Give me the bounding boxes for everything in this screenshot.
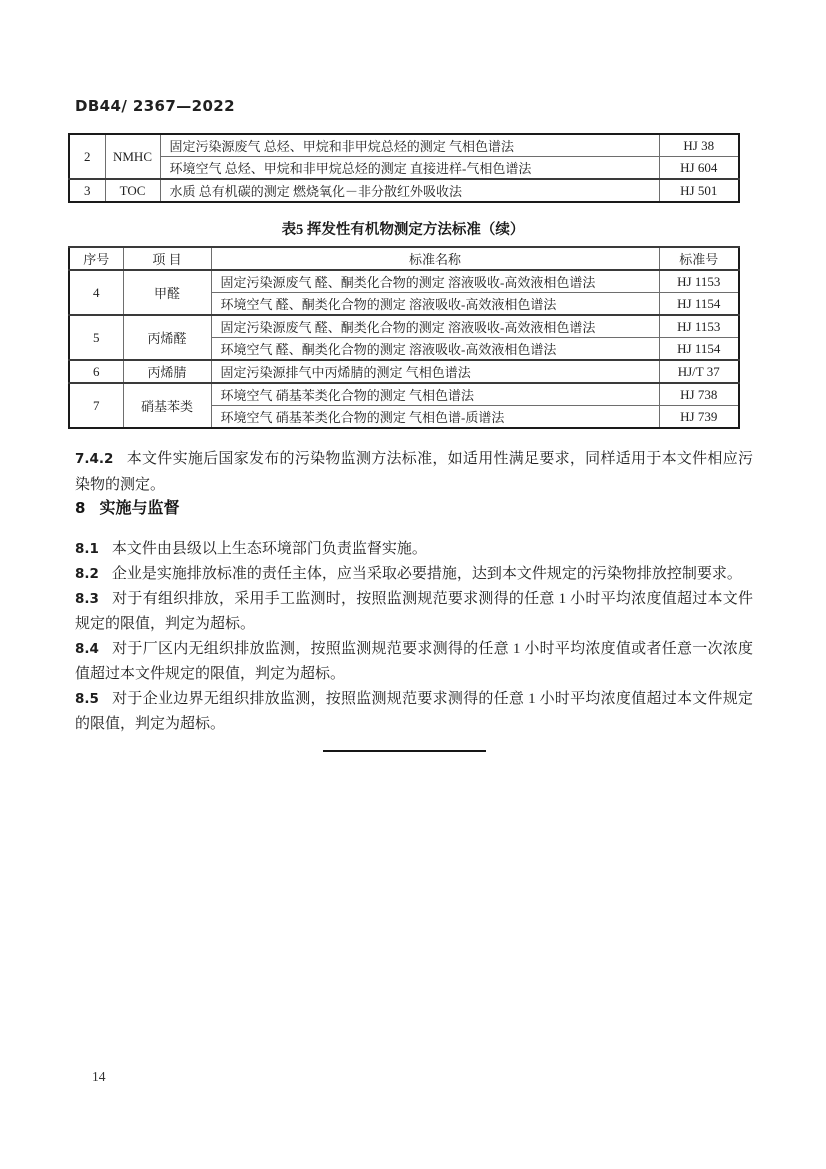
cell-standard-code: HJ 1153 xyxy=(659,315,739,338)
table-row xyxy=(69,360,739,383)
section-title: 实施与监督 xyxy=(99,500,180,517)
clause-text: 对于企业边界无组织排放监测，按照监测规范要求测得的任意 1 小时平均浓度值超过本文件规定的限值，判定为超标。 xyxy=(75,691,753,732)
table-row xyxy=(69,270,739,293)
clause-83 xyxy=(75,587,753,637)
table-header-row xyxy=(69,247,739,270)
cell-seq-no: 3 xyxy=(69,179,105,202)
cell-standard-name: 固定污染源废气 醛、酮类化合物的测定 溶液吸收-高效液相色谱法 xyxy=(211,315,659,338)
cell-standard-name: 环境空气 醛、酮类化合物的测定 溶液吸收-高效液相色谱法 xyxy=(211,293,659,316)
header-seq-no: 序号 xyxy=(69,247,123,270)
cell-standard-name: 固定污染源废气 醛、酮类化合物的测定 溶液吸收-高效液相色谱法 xyxy=(211,270,659,293)
cell-standard-code: HJ 501 xyxy=(659,179,739,202)
cell-seq-no: 2 xyxy=(69,134,105,179)
clause-text: 对于厂区内无组织排放监测，按照监测规范要求测得的任意 1 小时平均浓度值或者任意一次浓度值超过本文件规定的限值，判定为超标。 xyxy=(75,641,753,682)
table-row xyxy=(69,157,739,180)
section8-clauses xyxy=(75,537,753,737)
cell-standard-code: HJ/T 37 xyxy=(659,360,739,383)
end-of-document-rule xyxy=(323,750,486,752)
header-item: 项 目 xyxy=(123,247,211,270)
cell-standard-code: HJ 1154 xyxy=(659,293,739,316)
table5-title: 表5 挥发性有机物测定方法标准（续） xyxy=(281,222,525,238)
clause-text: 本文件由县级以上生态环境部门负责监督实施。 xyxy=(111,541,427,557)
cell-item: NMHC xyxy=(105,134,160,179)
cell-standard-code: HJ 604 xyxy=(659,157,739,180)
clause-text: 本文件实施后国家发布的污染物监测方法标准，如适用性满足要求，同样适用于本文件相应污染物的测定。 xyxy=(75,451,753,493)
header-standard-code: 标准号 xyxy=(659,247,739,270)
cell-item: 丙烯醛 xyxy=(123,315,211,360)
section-number: 8 xyxy=(75,499,86,517)
table-row xyxy=(69,179,739,202)
clause-85 xyxy=(75,687,753,737)
clause-number: 8.2 xyxy=(75,566,99,582)
cell-standard-code: HJ 1154 xyxy=(659,338,739,361)
cell-standard-name: 环境空气 硝基苯类化合物的测定 气相色谱法 xyxy=(211,383,659,406)
cell-item: 甲醛 xyxy=(123,270,211,315)
clause-81 xyxy=(75,537,753,562)
table-row xyxy=(69,315,739,338)
cell-item: TOC xyxy=(105,179,160,202)
cell-standard-code: HJ 38 xyxy=(659,134,739,157)
cell-seq-no: 6 xyxy=(69,360,123,383)
clause-number: 8.4 xyxy=(75,641,99,657)
cell-item: 丙烯腈 xyxy=(123,360,211,383)
cell-standard-code: HJ 739 xyxy=(659,406,739,429)
cell-seq-no: 7 xyxy=(69,383,123,428)
header-standard-name: 标准名称 xyxy=(211,247,659,270)
clause-number: 7.4.2 xyxy=(75,451,114,467)
clause-text: 企业是实施排放标准的责任主体，应当采取必要措施，达到本文件规定的污染物排放控制要求。 xyxy=(111,566,742,582)
clause-number: 8.5 xyxy=(75,691,99,707)
document-code: DB44/ 2367—2022 xyxy=(75,97,235,115)
section8-heading xyxy=(75,495,179,518)
clause-number: 8.3 xyxy=(75,591,99,607)
cell-standard-name: 环境空气 醛、酮类化合物的测定 溶液吸收-高效液相色谱法 xyxy=(211,338,659,361)
clause-82 xyxy=(75,562,753,587)
cell-standard-code: HJ 1153 xyxy=(659,270,739,293)
clause-84 xyxy=(75,637,753,687)
cell-item: 硝基苯类 xyxy=(123,383,211,428)
table-row xyxy=(69,383,739,406)
cell-standard-name: 环境空气 硝基苯类化合物的测定 气相色谱-质谱法 xyxy=(211,406,659,429)
cell-standard-name: 环境空气 总烃、甲烷和非甲烷总烃的测定 直接进样-气相色谱法 xyxy=(160,157,659,180)
clause-742 xyxy=(75,446,753,498)
clause-number: 8.1 xyxy=(75,541,99,557)
clause-text: 对于有组织排放，采用手工监测时，按照监测规范要求测得的任意 1 小时平均浓度值超过本文件规定的限值，判定为超标。 xyxy=(75,591,753,632)
voc-methods-table-continued-top xyxy=(68,133,740,203)
cell-standard-name: 固定污染源废气 总烃、甲烷和非甲烷总烃的测定 气相色谱法 xyxy=(160,134,659,157)
voc-methods-table5-continued xyxy=(68,246,740,429)
table-row xyxy=(69,134,739,157)
cell-standard-name: 水质 总有机碳的测定 燃烧氧化－非分散红外吸收法 xyxy=(160,179,659,202)
cell-standard-code: HJ 738 xyxy=(659,383,739,406)
cell-seq-no: 5 xyxy=(69,315,123,360)
page-number: 14 xyxy=(92,1069,106,1084)
cell-seq-no: 4 xyxy=(69,270,123,315)
cell-standard-name: 固定污染源排气中丙烯腈的测定 气相色谱法 xyxy=(211,360,659,383)
